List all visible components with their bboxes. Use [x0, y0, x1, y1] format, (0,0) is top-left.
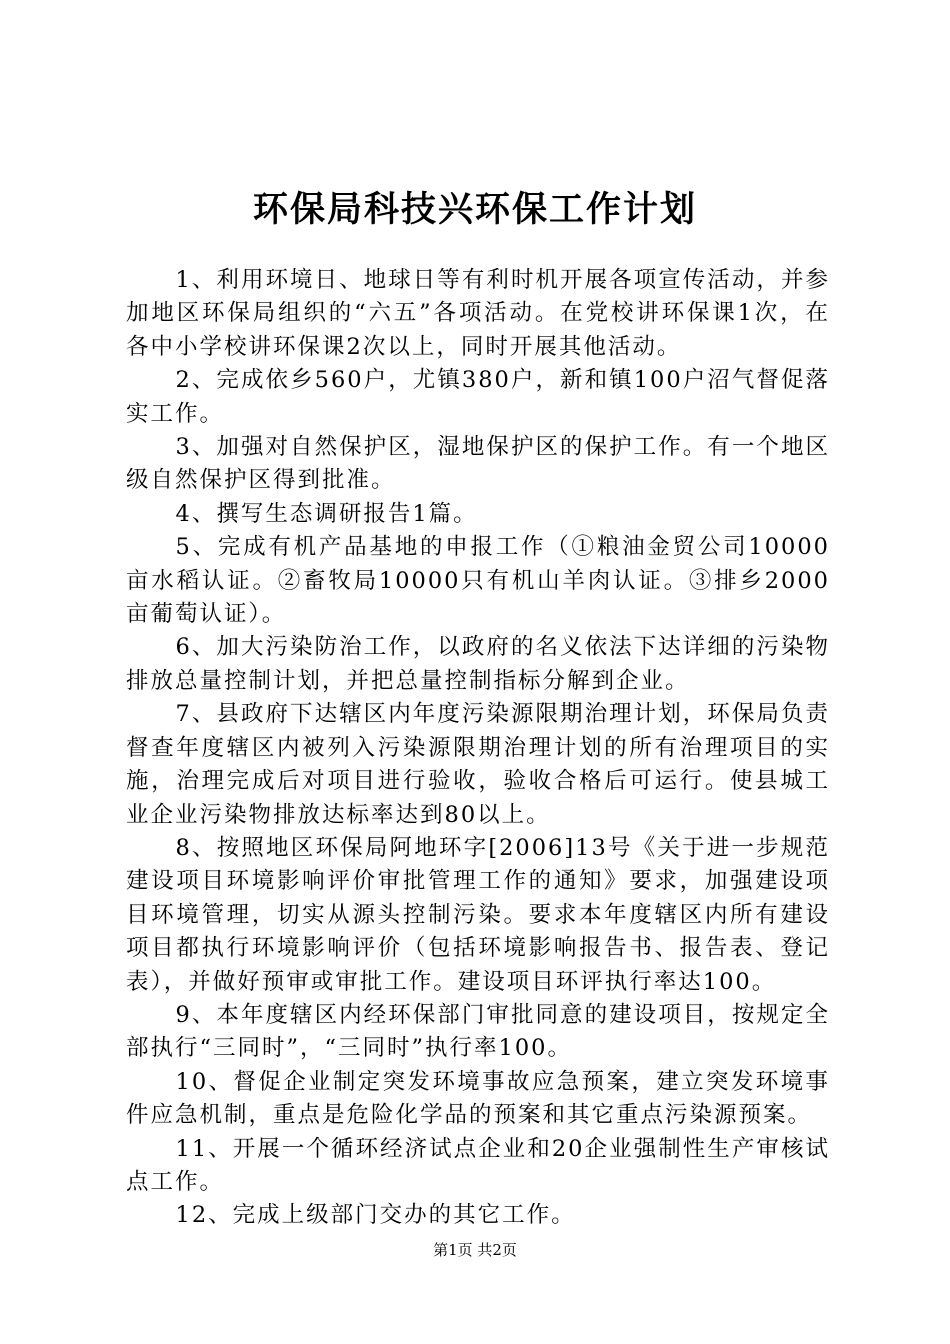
page-number-footer: 第1页 共2页	[433, 1241, 517, 1259]
paragraph-9: 9、本年度辖区内经环保部门审批同意的建设项目，按规定全部执行“三同时”，“三同时”执行率100。	[126, 1001, 830, 1062]
paragraph-4: 4、撰写生态调研报告1篇。	[175, 500, 478, 527]
paragraph-5: 5、完成有机产品基地的申报工作（①粮油金贸公司10000亩水稻认证。②畜牧局10000只有机山羊肉认证。③排乡2000亩葡萄认证）。	[126, 534, 830, 628]
paragraph-6: 6、加大污染防治工作，以政府的名义依法下达详细的污染物排放总量控制计划，并把总量控制指标分解到企业。	[126, 634, 830, 694]
paragraph-11: 11、开展一个循环经济试点企业和20企业强制性生产审核试点工作。	[126, 1135, 830, 1195]
paragraph-7: 7、县政府下达辖区内年度污染源限期治理计划，环保局负责督查年度辖区内被列入污染源限期治理计划的所有治理项目的实施，治理完成后对项目进行验收，验收合格后可运行。使县城工业企业污染物排放达标率达到80以上。	[126, 701, 830, 828]
document-title: 环保局科技兴环保工作计划	[252, 189, 697, 230]
paragraph-12: 12、完成上级部门交办的其它工作。	[175, 1202, 576, 1229]
paragraph-8: 8、按照地区环保局阿地环字[2006]13号《关于进一步规范建设项目环境影响评价审批管理工作的通知》要求，加强建设项目环境管理，切实从源头控制污染。要求本年度辖区内所有建设项目都执行环境影响评价（包括环境影响报告书、报告表、登记表），并做好预审或审批工作。建设项目环评执行率达100。	[126, 834, 830, 995]
paragraph-1: 1、利用环境日、地球日等有利时机开展各项宣传活动，并参加地区环保局组织的“六五”各项活动。在党校讲环保课1次，在各中小学校讲环保课2次以上，同时开展其他活动。	[126, 267, 830, 360]
paragraph-2: 2、完成依乡560户，尤镇380户，新和镇100户沼气督促落实工作。	[126, 367, 830, 427]
paragraph-10: 10、督促企业制定突发环境事故应急预案，建立突发环境事件应急机制，重点是危险化学品的预案和其它重点污染源预案。	[126, 1068, 830, 1129]
document-body	[126, 264, 830, 1233]
paragraph-3: 3、加强对自然保护区，湿地保护区的保护工作。有一个地区级自然保护区得到批准。	[126, 434, 830, 494]
